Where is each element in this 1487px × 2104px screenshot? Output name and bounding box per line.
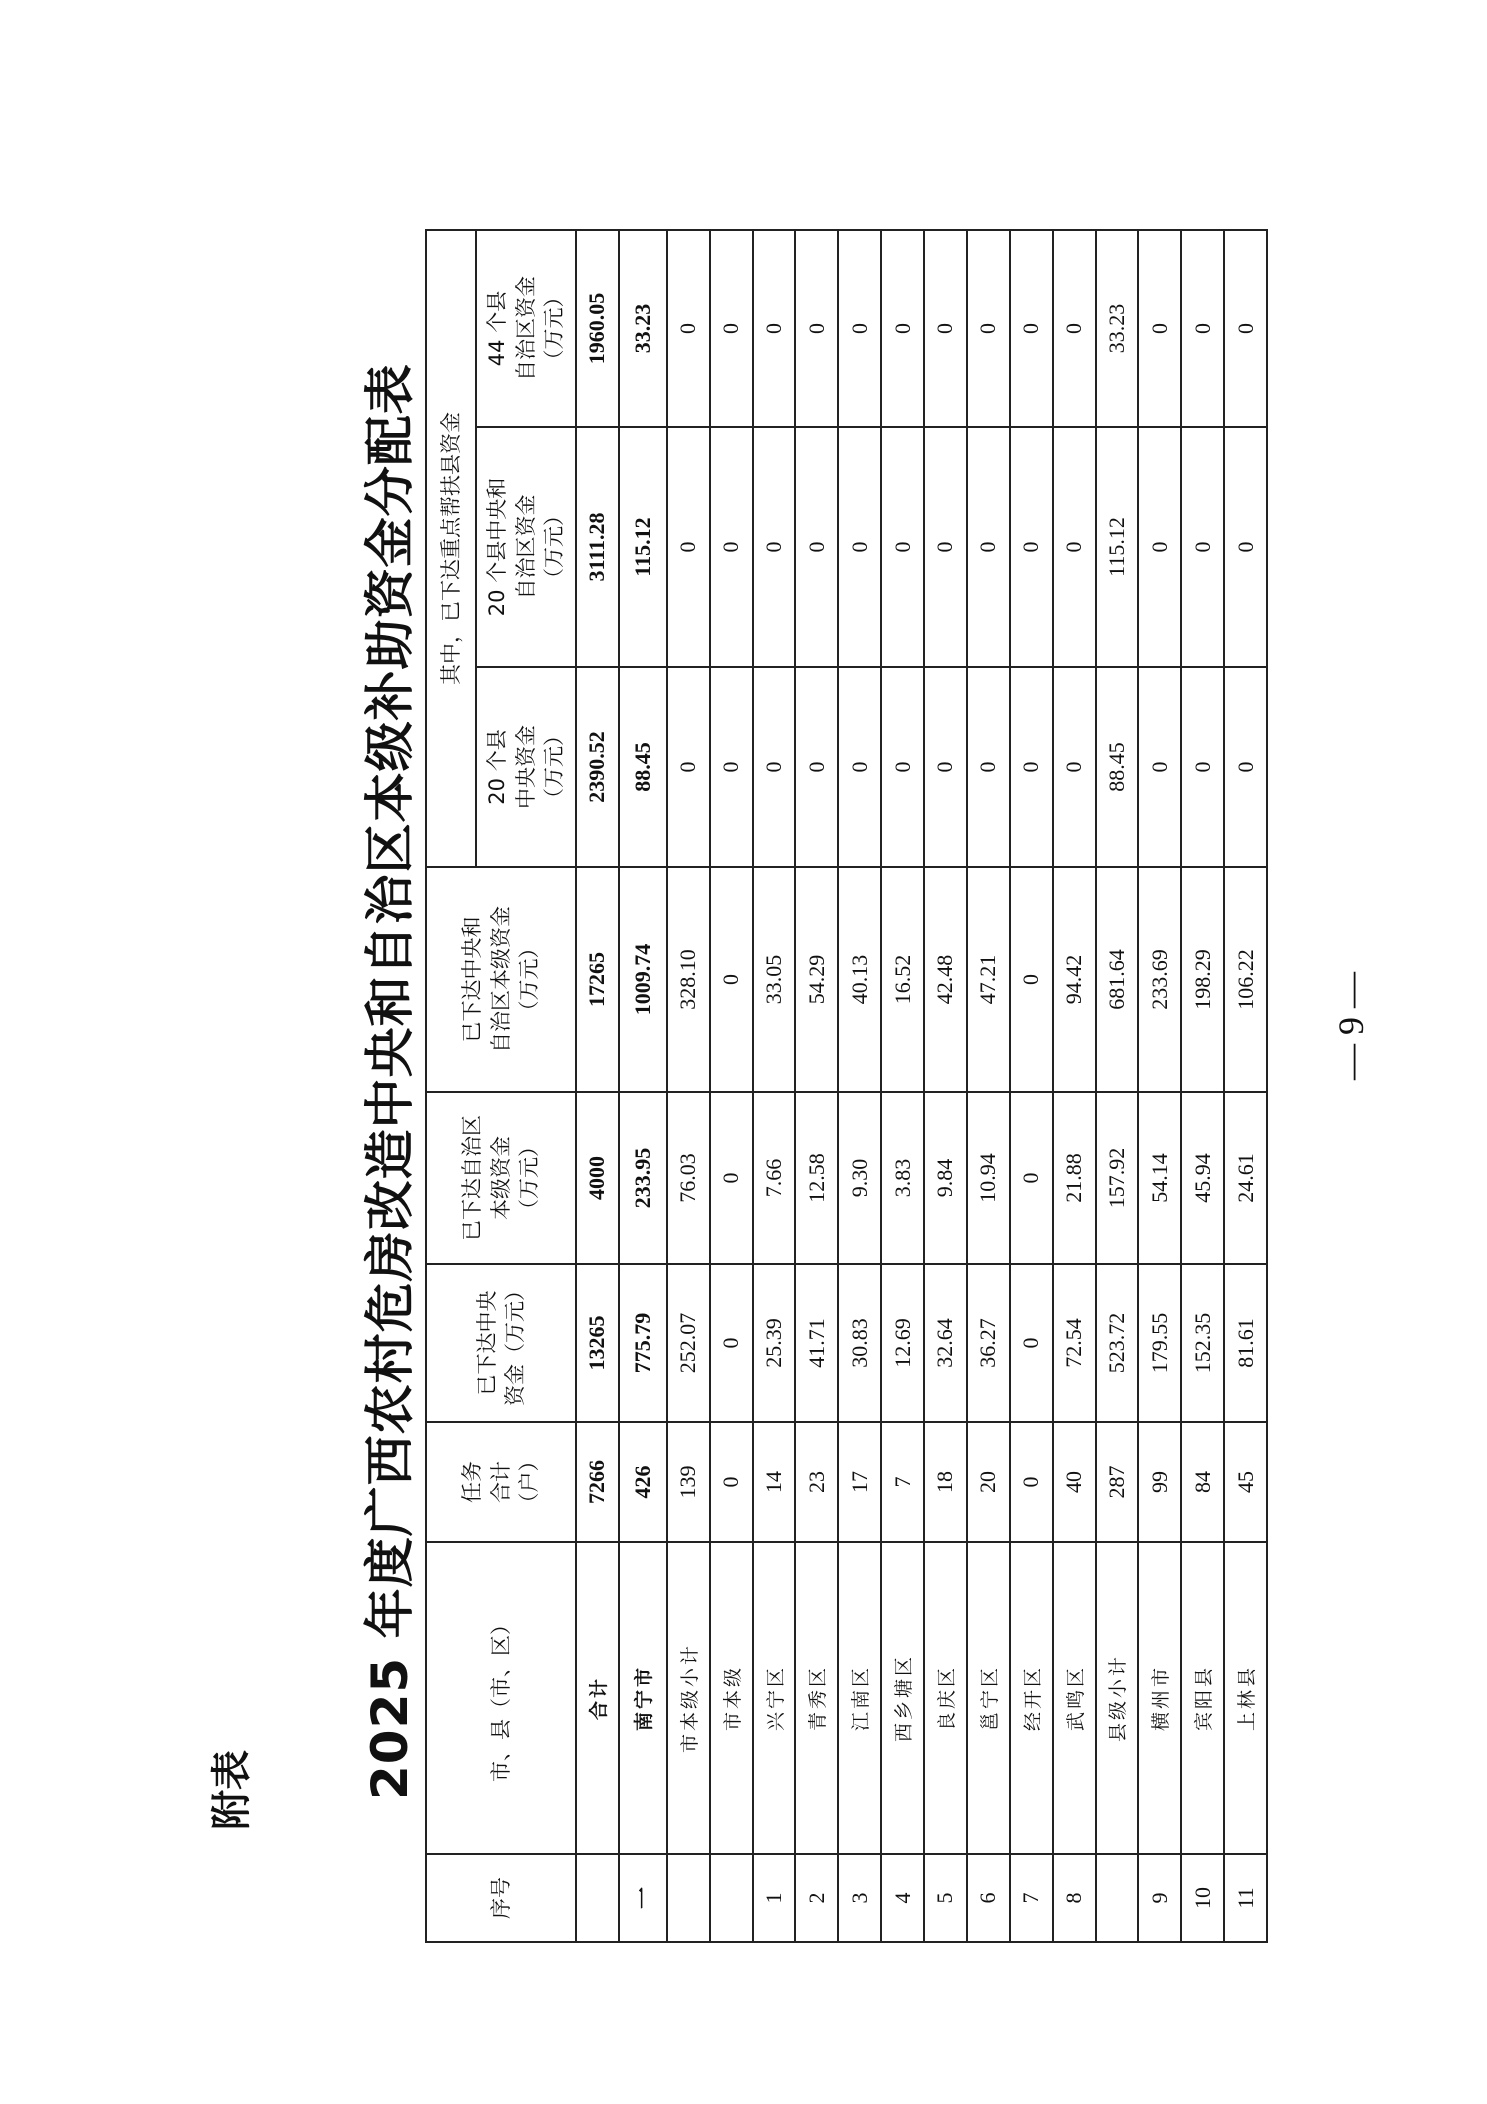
row-regional-cell: 0 [710, 1092, 753, 1264]
row-area-cell: 市本级小计 [667, 1542, 710, 1854]
row-total-cell: 0 [1010, 867, 1053, 1092]
table-row [1224, 230, 1267, 1942]
table-row [619, 230, 667, 1942]
row-central-cell: 41.71 [795, 1264, 838, 1422]
row-index-cell: 5 [924, 1854, 967, 1942]
row-index-cell: 3 [838, 1854, 881, 1942]
table-row [795, 230, 838, 1942]
row-index-cell [667, 1854, 710, 1942]
row-total-cell: 16.52 [881, 867, 924, 1092]
table-row [576, 230, 619, 1942]
row-index-cell: 9 [1138, 1854, 1181, 1942]
table-row [1053, 230, 1096, 1942]
row-total-cell: 1009.74 [619, 867, 667, 1092]
table-row [1010, 230, 1053, 1942]
row-area-cell: 邕宁区 [967, 1542, 1010, 1854]
header-regional-funds-text: 已下达自治区 本级资金 （万元） [460, 1115, 542, 1241]
row-20-county-central-cell: 0 [667, 667, 710, 867]
row-total-cell: 54.29 [795, 867, 838, 1092]
row-tasks-cell: 7266 [576, 1422, 619, 1542]
header-44-county-regional-text: 44 个县 自治区资金 （万元） [485, 276, 567, 381]
row-20-county-combined-cell: 0 [967, 427, 1010, 667]
header-total-funds [426, 867, 576, 1092]
row-central-cell: 36.27 [967, 1264, 1010, 1422]
row-20-county-combined-cell: 0 [1010, 427, 1053, 667]
row-44-county-regional-cell: 0 [710, 230, 753, 427]
row-20-county-central-cell: 0 [1053, 667, 1096, 867]
row-20-county-combined-cell: 0 [1053, 427, 1096, 667]
row-central-cell: 523.72 [1096, 1264, 1139, 1422]
row-index-cell: 一 [619, 1854, 667, 1942]
row-central-cell: 30.83 [838, 1264, 881, 1422]
row-tasks-cell: 40 [1053, 1422, 1096, 1542]
page-number: — 9 — [1331, 972, 1371, 1080]
row-44-county-regional-cell: 1960.05 [576, 230, 619, 427]
row-regional-cell: 7.66 [753, 1092, 796, 1264]
header-area: 市、县（市、区） [426, 1542, 576, 1854]
row-20-county-central-cell: 0 [753, 667, 796, 867]
header-20-county-combined-text: 20 个县中央和 自治区资金 （万元） [485, 477, 567, 617]
table-row [1138, 230, 1181, 1942]
row-area-cell: 南宁市 [619, 1542, 667, 1854]
row-20-county-combined-cell: 0 [753, 427, 796, 667]
row-20-county-central-cell: 0 [1010, 667, 1053, 867]
row-44-county-regional-cell: 33.23 [619, 230, 667, 427]
row-tasks-cell: 17 [838, 1422, 881, 1542]
row-tasks-cell: 0 [1010, 1422, 1053, 1542]
row-regional-cell: 157.92 [1096, 1092, 1139, 1264]
row-area-cell: 武鸣区 [1053, 1542, 1096, 1854]
row-index-cell: 1 [753, 1854, 796, 1942]
row-20-county-central-cell: 88.45 [619, 667, 667, 867]
row-20-county-combined-cell: 0 [1181, 427, 1224, 667]
row-index-cell: 6 [967, 1854, 1010, 1942]
row-central-cell: 775.79 [619, 1264, 667, 1422]
row-regional-cell: 9.30 [838, 1092, 881, 1264]
header-regional-funds [426, 1092, 576, 1264]
row-tasks-cell: 20 [967, 1422, 1010, 1542]
row-44-county-regional-cell: 0 [838, 230, 881, 427]
row-44-county-regional-cell: 0 [753, 230, 796, 427]
row-20-county-central-cell: 0 [924, 667, 967, 867]
row-total-cell: 328.10 [667, 867, 710, 1092]
row-regional-cell: 54.14 [1138, 1092, 1181, 1264]
row-total-cell: 47.21 [967, 867, 1010, 1092]
header-20-county-combined [476, 427, 576, 667]
document-title: 2025 年度广西农村危房改造中央和自治区本级补助资金分配表 [361, 363, 419, 1800]
allocation-table [425, 229, 1268, 1943]
row-regional-cell: 76.03 [667, 1092, 710, 1264]
row-20-county-combined-cell: 0 [838, 427, 881, 667]
row-index-cell: 11 [1224, 1854, 1267, 1942]
row-total-cell: 42.48 [924, 867, 967, 1092]
row-total-cell: 681.64 [1096, 867, 1139, 1092]
row-central-cell: 32.64 [924, 1264, 967, 1422]
row-regional-cell: 10.94 [967, 1092, 1010, 1264]
row-44-county-regional-cell: 0 [1010, 230, 1053, 427]
table-row [924, 230, 967, 1942]
row-20-county-combined-cell: 0 [710, 427, 753, 667]
row-central-cell: 252.07 [667, 1264, 710, 1422]
row-area-cell: 江南区 [838, 1542, 881, 1854]
header-central-funds-text: 已下达中央 资金（万元） [474, 1280, 527, 1406]
row-20-county-combined-cell: 115.12 [619, 427, 667, 667]
row-20-county-central-cell: 0 [1138, 667, 1181, 867]
row-central-cell: 0 [710, 1264, 753, 1422]
table-body [576, 230, 1267, 1942]
row-44-county-regional-cell: 0 [1224, 230, 1267, 427]
row-44-county-regional-cell: 0 [795, 230, 838, 427]
row-20-county-combined-cell: 0 [1138, 427, 1181, 667]
row-20-county-combined-cell: 3111.28 [576, 427, 619, 667]
table-row [753, 230, 796, 1942]
row-total-cell: 94.42 [1053, 867, 1096, 1092]
table-row [881, 230, 924, 1942]
row-20-county-central-cell: 0 [1181, 667, 1224, 867]
row-index-cell: 10 [1181, 1854, 1224, 1942]
header-44-county-regional [476, 230, 576, 427]
row-central-cell: 72.54 [1053, 1264, 1096, 1422]
table-row [967, 230, 1010, 1942]
header-key-counties-group: 其中，已下达重点帮扶县资金 [426, 230, 476, 867]
row-area-cell: 横州市 [1138, 1542, 1181, 1854]
row-central-cell: 25.39 [753, 1264, 796, 1422]
row-area-cell: 合计 [576, 1542, 619, 1854]
row-tasks-cell: 287 [1096, 1422, 1139, 1542]
row-area-cell: 兴宁区 [753, 1542, 796, 1854]
row-central-cell: 0 [1010, 1264, 1053, 1422]
row-tasks-cell: 45 [1224, 1422, 1267, 1542]
row-20-county-central-cell: 0 [881, 667, 924, 867]
row-44-county-regional-cell: 0 [667, 230, 710, 427]
row-area-cell: 经开区 [1010, 1542, 1053, 1854]
row-regional-cell: 4000 [576, 1092, 619, 1264]
row-central-cell: 81.61 [1224, 1264, 1267, 1422]
header-central-funds [426, 1264, 576, 1422]
row-20-county-central-cell: 0 [838, 667, 881, 867]
header-tasks-text: 任务 合计 （户） [460, 1450, 542, 1514]
row-regional-cell: 233.95 [619, 1092, 667, 1264]
row-20-county-central-cell: 0 [967, 667, 1010, 867]
row-index-cell: 4 [881, 1854, 924, 1942]
header-tasks [426, 1422, 576, 1542]
row-20-county-combined-cell: 0 [881, 427, 924, 667]
row-20-county-central-cell: 2390.52 [576, 667, 619, 867]
row-index-cell: 2 [795, 1854, 838, 1942]
row-index-cell [576, 1854, 619, 1942]
row-regional-cell: 0 [1010, 1092, 1053, 1264]
row-area-cell: 宾阳县 [1181, 1542, 1224, 1854]
row-regional-cell: 3.83 [881, 1092, 924, 1264]
row-area-cell: 上林县 [1224, 1542, 1267, 1854]
row-area-cell: 良庆区 [924, 1542, 967, 1854]
row-central-cell: 152.35 [1181, 1264, 1224, 1422]
header-20-county-central-text: 20 个县 中央资金 （万元） [485, 725, 567, 809]
row-regional-cell: 12.58 [795, 1092, 838, 1264]
row-total-cell: 17265 [576, 867, 619, 1092]
header-total-funds-text: 已下达中央和 自治区本级资金 （万元） [460, 906, 542, 1053]
row-index-cell: 7 [1010, 1854, 1053, 1942]
row-total-cell: 33.05 [753, 867, 796, 1092]
row-20-county-central-cell: 88.45 [1096, 667, 1139, 867]
row-20-county-combined-cell: 0 [1224, 427, 1267, 667]
row-44-county-regional-cell: 0 [1138, 230, 1181, 427]
row-tasks-cell: 23 [795, 1422, 838, 1542]
row-area-cell: 西乡塘区 [881, 1542, 924, 1854]
header-index: 序号 [426, 1854, 576, 1942]
row-44-county-regional-cell: 0 [1053, 230, 1096, 427]
row-tasks-cell: 0 [710, 1422, 753, 1542]
row-area-cell: 市本级 [710, 1542, 753, 1854]
row-area-cell: 县级小计 [1096, 1542, 1139, 1854]
row-total-cell: 198.29 [1181, 867, 1224, 1092]
table-row [838, 230, 881, 1942]
row-44-county-regional-cell: 0 [1181, 230, 1224, 427]
row-tasks-cell: 84 [1181, 1422, 1224, 1542]
row-area-cell: 青秀区 [795, 1542, 838, 1854]
row-tasks-cell: 7 [881, 1422, 924, 1542]
row-central-cell: 13265 [576, 1264, 619, 1422]
row-tasks-cell: 14 [753, 1422, 796, 1542]
row-tasks-cell: 139 [667, 1422, 710, 1542]
row-regional-cell: 21.88 [1053, 1092, 1096, 1264]
table-row [1096, 230, 1139, 1942]
row-44-county-regional-cell: 33.23 [1096, 230, 1139, 427]
row-20-county-combined-cell: 0 [795, 427, 838, 667]
row-total-cell: 40.13 [838, 867, 881, 1092]
header-20-county-central [476, 667, 576, 867]
row-central-cell: 12.69 [881, 1264, 924, 1422]
row-total-cell: 0 [710, 867, 753, 1092]
table-header [426, 230, 576, 1942]
row-central-cell: 179.55 [1138, 1264, 1181, 1422]
row-20-county-central-cell: 0 [795, 667, 838, 867]
row-20-county-combined-cell: 0 [667, 427, 710, 667]
row-regional-cell: 45.94 [1181, 1092, 1224, 1264]
row-20-county-central-cell: 0 [710, 667, 753, 867]
row-index-cell [710, 1854, 753, 1942]
row-total-cell: 233.69 [1138, 867, 1181, 1092]
row-index-cell: 8 [1053, 1854, 1096, 1942]
row-tasks-cell: 99 [1138, 1422, 1181, 1542]
table-row [710, 230, 753, 1942]
row-20-county-combined-cell: 115.12 [1096, 427, 1139, 667]
table-row [667, 230, 710, 1942]
row-44-county-regional-cell: 0 [881, 230, 924, 427]
row-20-county-combined-cell: 0 [924, 427, 967, 667]
table-row [1181, 230, 1224, 1942]
row-regional-cell: 24.61 [1224, 1092, 1267, 1264]
allocation-table-container [425, 231, 1268, 1943]
row-regional-cell: 9.84 [924, 1092, 967, 1264]
row-total-cell: 106.22 [1224, 867, 1267, 1092]
row-44-county-regional-cell: 0 [967, 230, 1010, 427]
row-20-county-central-cell: 0 [1224, 667, 1267, 867]
annex-label: 附表 [209, 1750, 255, 1830]
row-44-county-regional-cell: 0 [924, 230, 967, 427]
row-tasks-cell: 426 [619, 1422, 667, 1542]
row-index-cell [1096, 1854, 1139, 1942]
row-tasks-cell: 18 [924, 1422, 967, 1542]
